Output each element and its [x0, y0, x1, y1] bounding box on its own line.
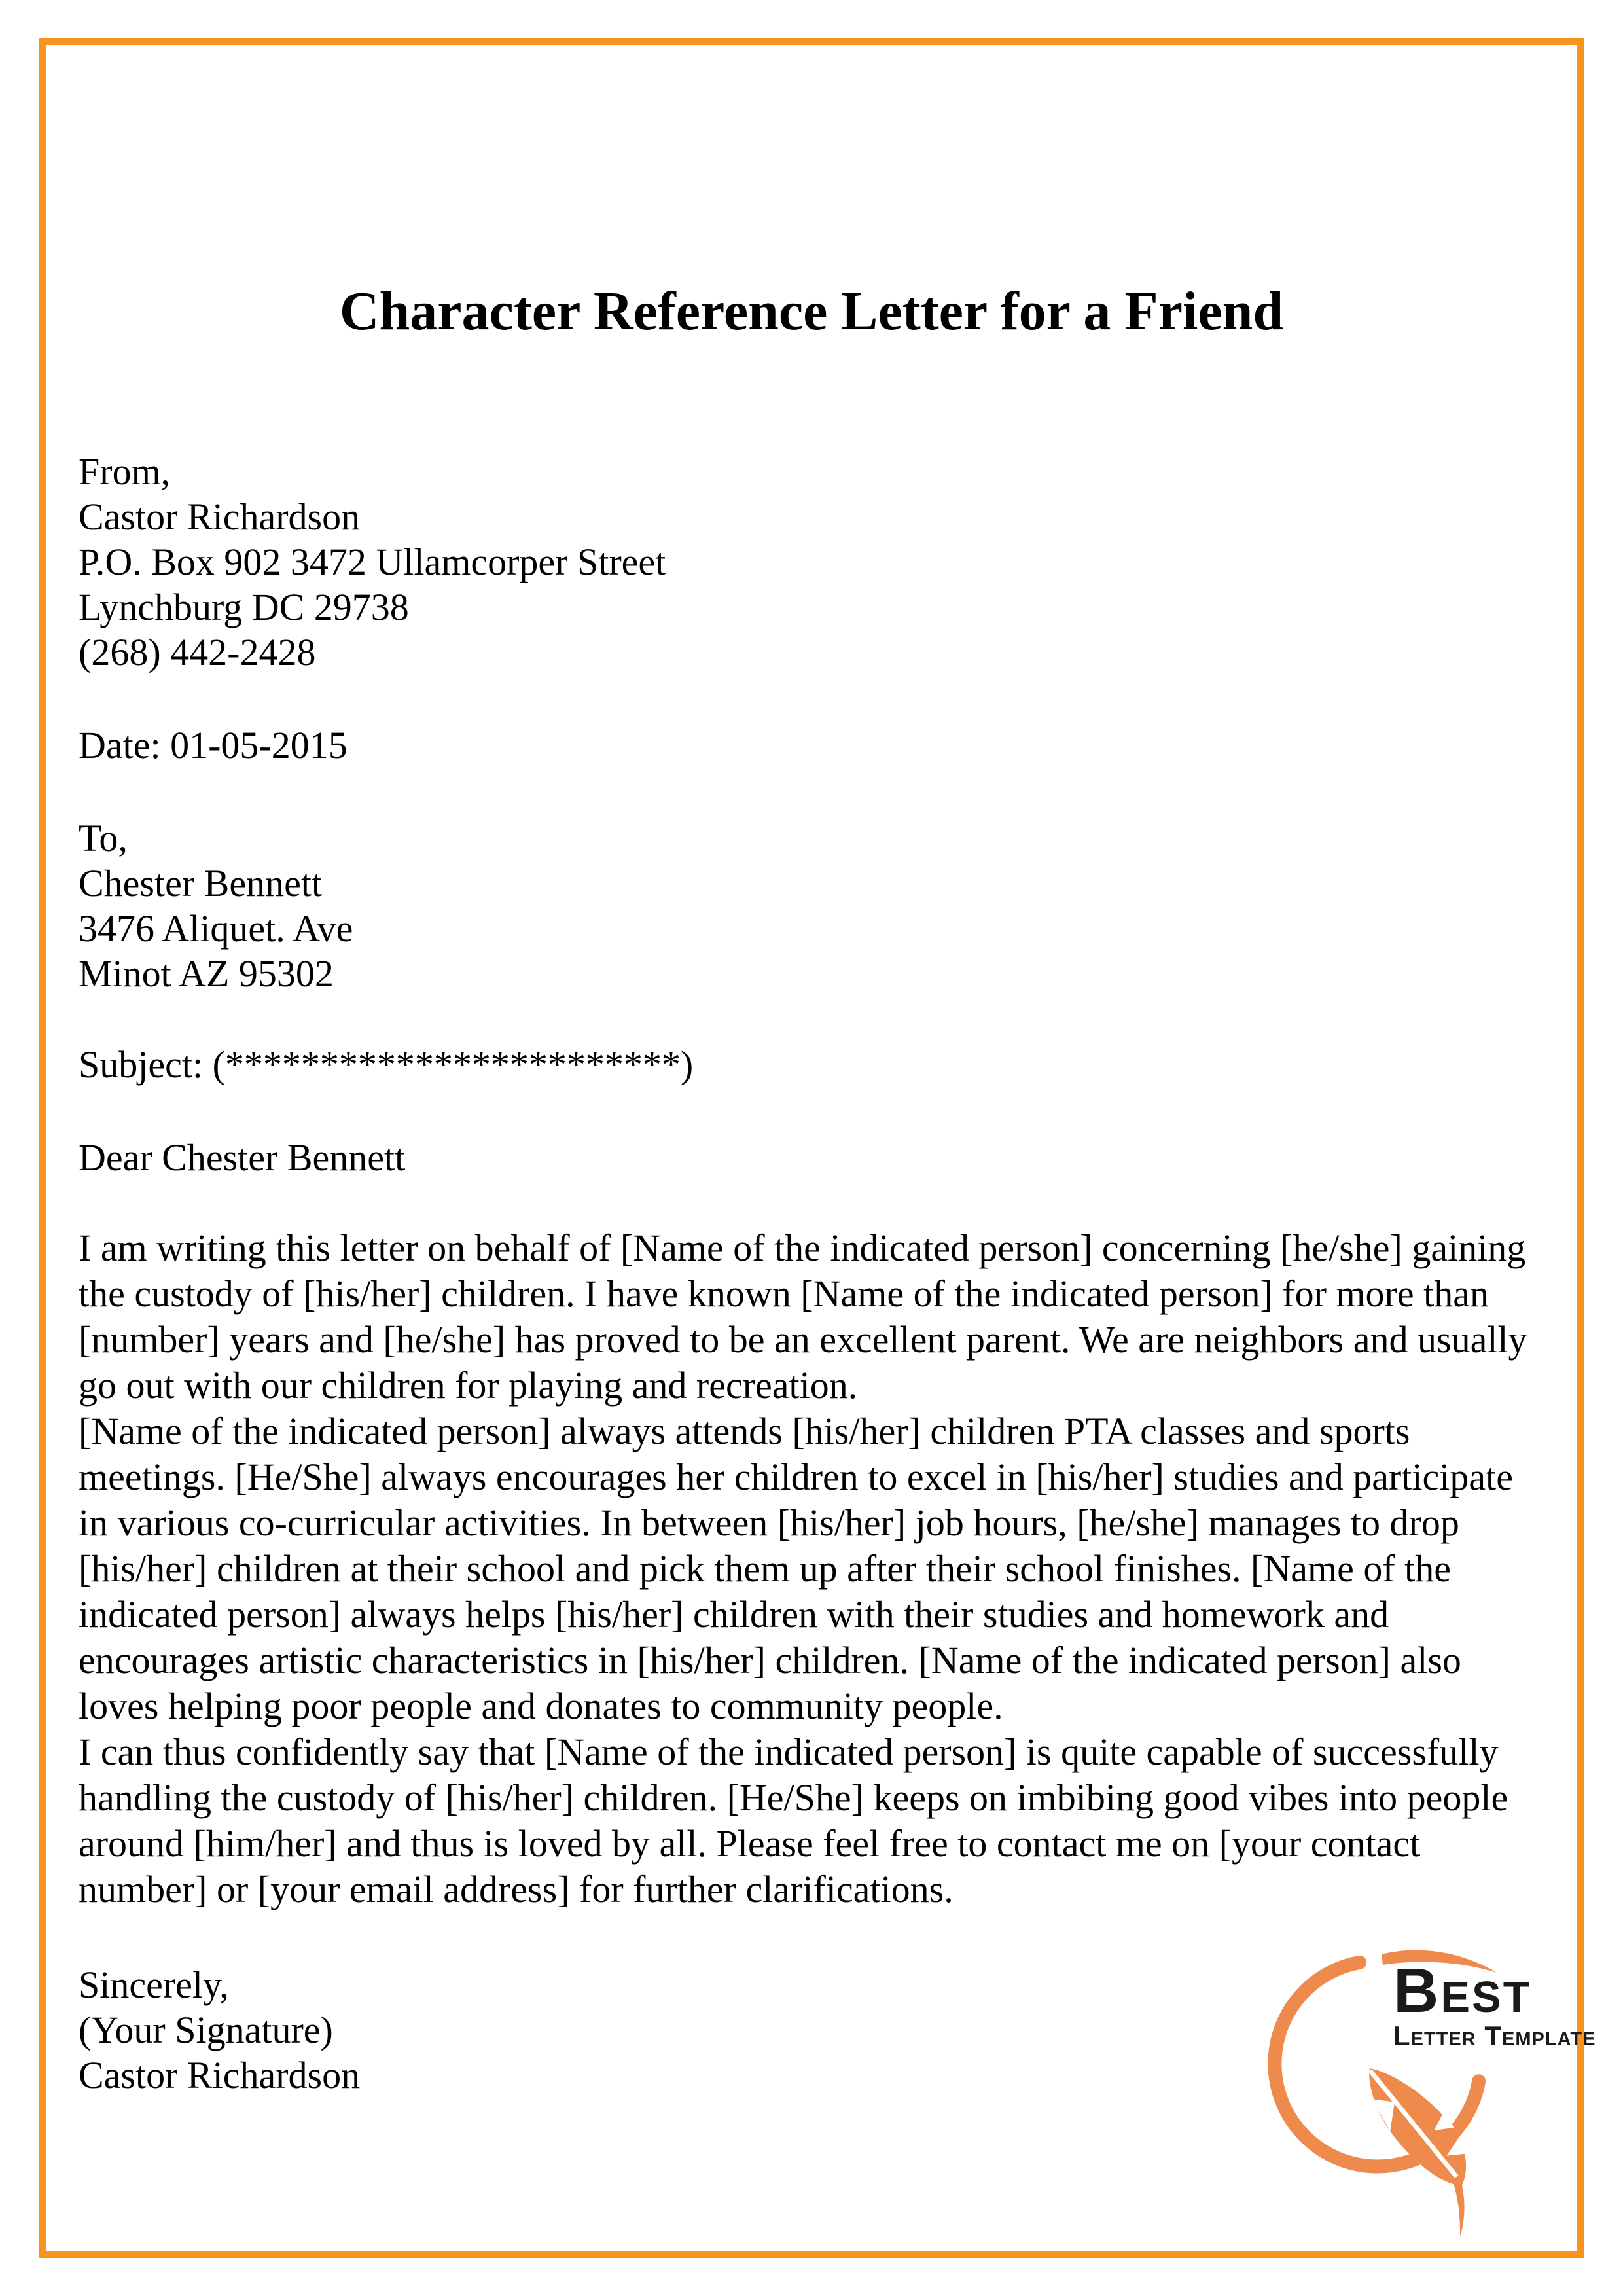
body-line: I can thus confidently say that [Name of the indicated person] is quite capable of successfully [79, 1731, 1499, 1773]
body-line: encourages artistic characteristics in [his/her] children. [Name of the indicated person] also [79, 1639, 1461, 1681]
body-line: go out with our children for playing and recreation. [79, 1364, 858, 1407]
sender-block [79, 449, 666, 675]
body-line: [Name of the indicated person] always attends [his/her] children PTA classes and sports [79, 1410, 1410, 1452]
brand-logo [1260, 1931, 1596, 2238]
recipient-block [79, 816, 353, 996]
body-line: number] or [your email address] for further clarifications. [79, 1868, 954, 1910]
body-line: around [him/her] and thus is loved by all. Please feel free to contact me on [your contact [79, 1822, 1421, 1865]
sender-line: Castor Richardson [79, 495, 361, 538]
brand-name: Best [1393, 1956, 1532, 2026]
from-label: From, [79, 450, 171, 493]
letter-body [79, 1225, 1527, 1912]
sender-lines [79, 494, 666, 675]
body-line: I am writing this letter on behalf of [Name of the indicated person] concerning [he/she] gaining [79, 1227, 1526, 1269]
body-line: in various co-curricular activities. In between [his/her] job hours, [he/she] manages to drop [79, 1501, 1459, 1544]
sender-line: Lynchburg DC 29738 [79, 586, 409, 628]
body-lines [79, 1225, 1527, 1912]
closing-line: Castor Richardson [79, 2054, 361, 2096]
closing-line: Sincerely, [79, 1964, 229, 2006]
closing-line: (Your Signature) [79, 2009, 333, 2051]
recipient-lines [79, 861, 353, 996]
recipient-line: 3476 Aliquet. Ave [79, 907, 353, 950]
sender-line: P.O. Box 902 3472 Ullamcorper Street [79, 541, 666, 583]
subject-line: Subject: (************************) [79, 1043, 694, 1086]
closing-block [79, 1962, 360, 2098]
body-line: indicated person] always helps [his/her] children with their studies and homework and [79, 1593, 1389, 1636]
to-label: To, [79, 817, 128, 859]
date-line: Date: 01-05-2015 [79, 724, 348, 766]
brand-tagline: Letter Template [1393, 2020, 1596, 2051]
body-line: the custody of [his/her] children. I have known [Name of the indicated person] for more than [79, 1272, 1489, 1315]
recipient-line: Chester Bennett [79, 862, 323, 905]
body-line: [his/her] children at their school and pick them up after their school finishes. [Name of the [79, 1547, 1452, 1590]
body-line: meetings. [He/She] always encourages her children to excel in [his/her] studies and participate [79, 1456, 1513, 1498]
body-line: handling the custody of [his/her] children. [He/She] keeps on imbibing good vibes into people [79, 1776, 1508, 1819]
recipient-line: Minot AZ 95302 [79, 952, 334, 995]
body-line: [number] years and [he/she] has proved to be an excellent parent. We are neighbors and usually [79, 1318, 1527, 1361]
body-line: loves helping poor people and donates to community people. [79, 1685, 1003, 1727]
closing-lines [79, 1962, 360, 2098]
salutation-line: Dear Chester Bennett [79, 1136, 406, 1179]
sender-line: (268) 442-2428 [79, 631, 316, 673]
letter-title: Character Reference Letter for a Friend [339, 281, 1284, 342]
